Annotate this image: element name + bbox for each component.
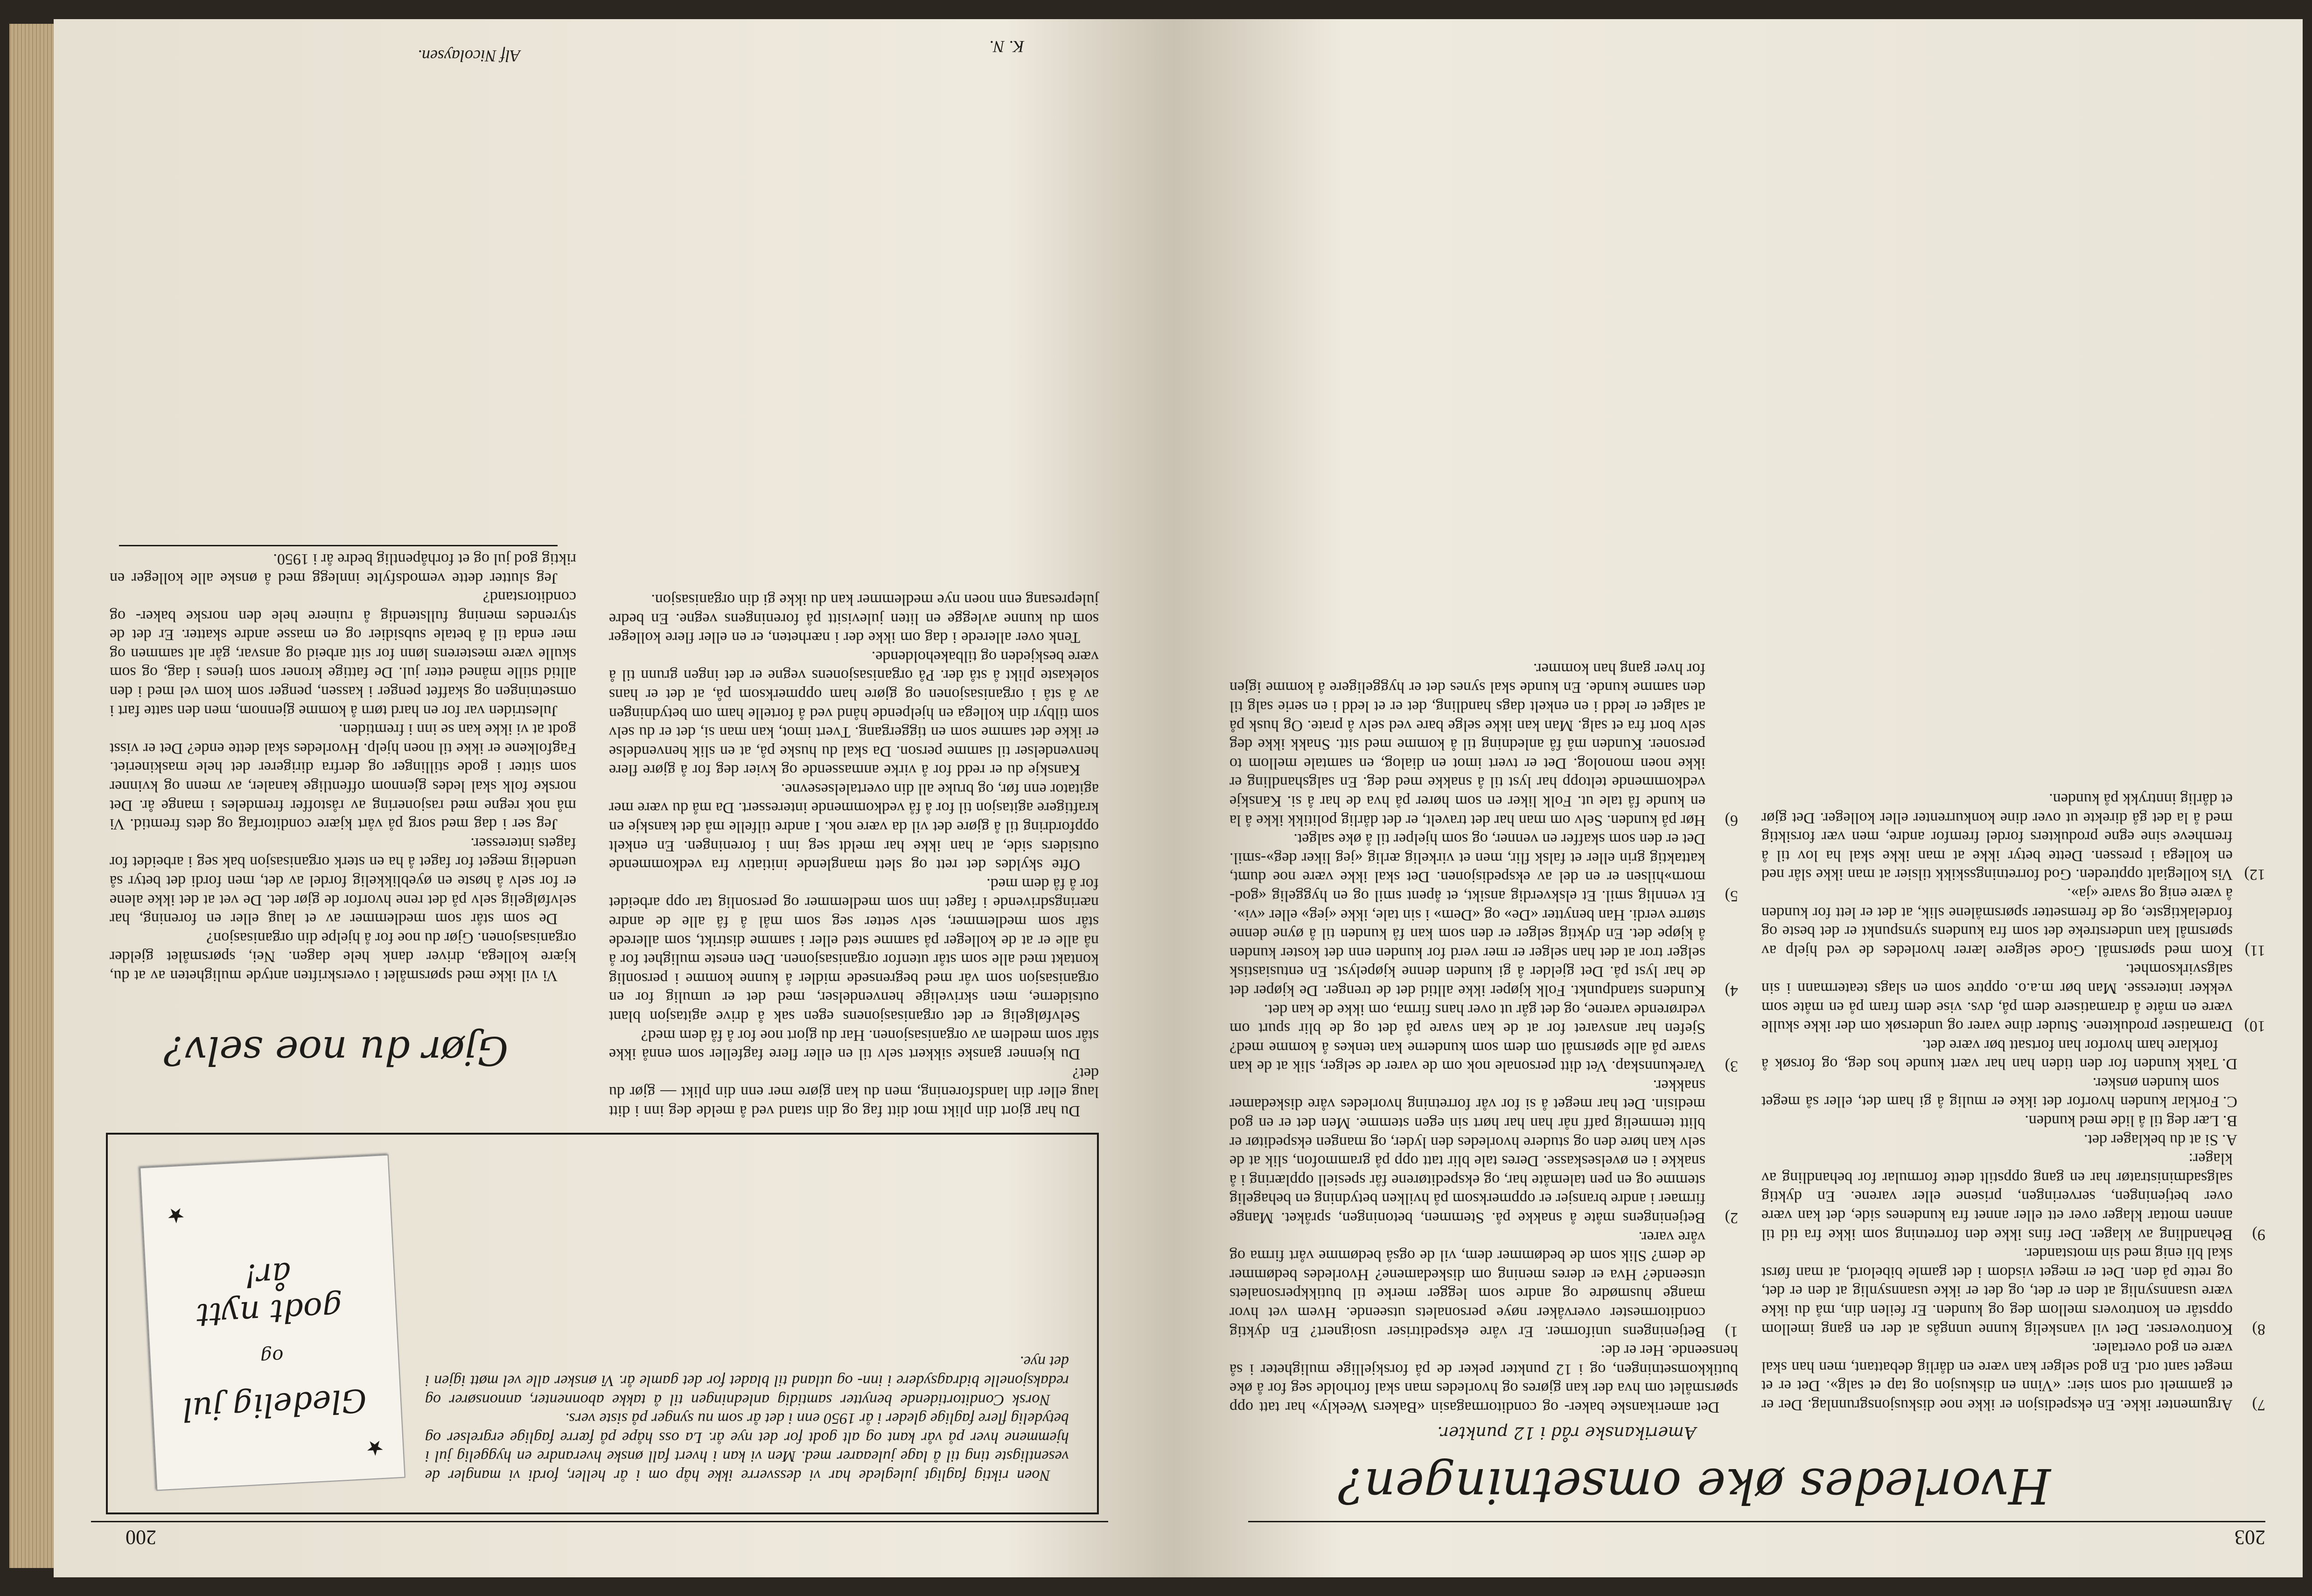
- sub-point-text: Takk kunden for den tiden han har vært kunde hos deg, og forsøk å forklare ham hvorfor han fortsatt bør være det.: [1761, 1036, 2218, 1073]
- top-rule-200: [91, 1521, 1108, 1522]
- notice-text: [425, 1352, 1069, 1484]
- sub-point-text: Forklar kunden hvorfor det ikke er mulig å gi ham det, eller så meget som kunden ønsker.: [1761, 1074, 2219, 1111]
- list-text: Et vennlig smil. Et elskverdig ansikt, et åpent smil og en hyggelig «god-morn»hilsen er en del av ekspedisjonen. Det skal ikke være noe dumt, kattaktig grin eller et falsk flir, men et virkelig ærlig «jeg liker deg»-smil. Det er den som skaffer en venner, og som hjelper til å øke salget.: [1229, 830, 1705, 905]
- kn-paragraphs: [609, 590, 1099, 1120]
- section-rule: [119, 545, 558, 546]
- top-rule: [1248, 1521, 2265, 1522]
- article-title: Hvorledes øke omsetningen?: [1338, 1457, 2051, 1514]
- page-203: [1173, 19, 2303, 1577]
- list-number: 12): [2244, 866, 2265, 884]
- list-item: [1761, 1244, 2265, 1338]
- paragraph: Du har gjort din plikt mot ditt fag og din stand ved å melde deg inn i ditt laug eller din landsforening, men du kan gjøre mer enn din plikt — gjør du det?: [609, 1064, 1099, 1120]
- list-item: [1229, 659, 1738, 829]
- list-number: 4): [1725, 982, 1738, 999]
- section-title: Gjør du noe selv?: [163, 1028, 509, 1073]
- alf-paragraphs: [110, 549, 576, 985]
- card-greeting-2: og: [259, 1345, 284, 1368]
- list-number: 1): [1725, 1323, 1738, 1340]
- card-greeting-3: godt nytt år!: [195, 1254, 344, 1334]
- list-text: Dramatiser produktene. Studer dine varer og undersøk om der ikke skulle være en måte å dramatisere dem på, dvs. vise dem fram på en måte som vekker interesse. Man bør m.a.o. opptre som en slags teatermann i sin salgsvirksomhet.: [1761, 961, 2233, 1035]
- list-text: Behandling av klager. Der fins ikke den forretning som ikke fra tid til annen mottar klager over ett eller annet fra kundenes side, det kan være over betjeningen, serveringen, prisene eller varene. En dyktig salgsadministratør har en gang oppstilt dette formular for behandling av klager:: [1761, 1150, 2233, 1243]
- article-subtitle: Amerikanske råd i 12 punkter.: [1437, 1423, 1696, 1442]
- sub-point: [1761, 1130, 2237, 1149]
- page-number-200: 200: [126, 1526, 156, 1549]
- sub-point-letter: C.: [2222, 1093, 2237, 1111]
- list-number: 8): [2252, 1320, 2265, 1338]
- paragraph: Jeg slutter dette vemodsfylte innlegg med å ønske alle kolleger en riktig god jul og et forhåpentlig bedre år i 1950.: [110, 550, 576, 587]
- list-item: [1229, 905, 1738, 1000]
- list-text: Varekunnskap. Vet ditt personale nok om de varer de selger, slik at de kan svare på alle spørsmål om dem som kunderne kan tenkes å komme med? Sjefen har ansvaret for at de kan svare på det og de blir spurt om vedrørende varene, og det går ut over hans firma, om ikke de kan det.: [1229, 1001, 1705, 1075]
- signature-alf: Alf Nicolaysen.: [418, 47, 520, 65]
- star-icon-2: ★: [166, 1203, 186, 1227]
- christmas-notice-box: [106, 1133, 1099, 1514]
- list-item: [1761, 1338, 2265, 1414]
- paragraph: Julestriden var for en hard tørn å komme gjennom, men den satte fart i omsetningen og skaffet penger i kassen, penger som kom vel med i den alltid stille måned etter jul. De fattige kroner som tjenes i dag, og som skulle være mesterens lønn for sitt arbeid og ansvar, går alt sammen og mer enda til å betale subsidier og en masse andre skatter. Er det de styrendes mening fullstendig å ruinere hele den norske baker- og conditorstand?: [110, 588, 576, 719]
- sub-point-letter: B.: [2222, 1112, 2237, 1130]
- list-item: [1761, 884, 2265, 959]
- list-item: [1761, 960, 2265, 1035]
- notice-paragraph-1: Noen riktig fagligt julegledе har vi dessverre ikke håp om i år heller, fordi vi mangler de vesentligste ting til å lage juleaarer med. Men vi kan i hvert fall ønske hverandre en hyggelig jul i hjemmene hver på vår kant og alt godt for det nye år. La oss håpe på færre faglige ergrelser og betydelig flere faglige gleder i år 1950 enn i det år som nu synger på siste vers.: [425, 1410, 1069, 1484]
- list-text: Kontroverser. Det vil vanskelig kunne unngås at der en gang imellom oppstår en kontrovers mellom deg og kunden. Er feilen din, må du ikke være usannsynlig at den er det, og det er ikke usannsynlig at den er det, og rette på den. Det er meget visdom i det gamle bibelord, at man først skal bli enig med sin motstander.: [1761, 1245, 2233, 1338]
- list-number: 10): [2244, 1018, 2265, 1035]
- intro-paragraph: Det amerikanske baker- og conditormagasin «Bakers Weekly» har tatt opp spørsmålet om hva der kan gjøres og hvorledes man skal forholde seg for å øke butikkomsetningen, og i 12 punkter peker de på forskjellige muligheter i så henseende. Her er de:: [1229, 1342, 1738, 1416]
- list-number: 6): [1725, 811, 1738, 829]
- sub-point-text: Si at du beklager det.: [2083, 1131, 2218, 1149]
- christmas-card: [140, 1155, 405, 1491]
- sub-point-letter: A.: [2221, 1131, 2237, 1149]
- list-item: [1229, 1000, 1738, 1075]
- card-greeting-1: Gledelig jul: [181, 1381, 368, 1428]
- list-number: 2): [1725, 1209, 1738, 1227]
- page-200: [54, 19, 1173, 1577]
- list-text: Betjeningens måte å snakke på. Stemmen, betoningen, språket. Mange firmaer i andre bransjer er oppmerksom på hvilken betydning en behagelig stemme og en pen talemåte har, og ekspeditørene får spesiell opplæring i å snakke i en øvelseskasse. Deres tale blir tatt opp på grammofon, slik at de selv kan høre den og studere hvorledes den lyder, og mangen ekspeditør er blitt temmelig paff når han har hørt sin egen stemme. Men det er en god medisin. Det har meget å si for vår forretning hvorledes våre diskedamer snakker.: [1229, 1076, 1705, 1227]
- paragraph: Vi vil ikke med spørsmålet i overskriften antyde muligheten av at du, kjære kollega, driver dank hele dagen. Nei, spørsmålet gjelder organisasjonen. Gjør du noe for å hjelpe din organisasjon?: [110, 929, 576, 984]
- notice-paragraph-2: Norsk Conditortidende benytter samtidig anledningen til å takke abonnenter, annonsører og redaksjonelle bidragsydere i inn- og utland til bladet for det gamle år. Vi ønsker alle vel møtt igjen i det nye.: [425, 1353, 1069, 1408]
- list-item: [1229, 1227, 1738, 1341]
- list-item: [1761, 1149, 2265, 1244]
- list-text: Betjeningens uniformer. Er våre ekspeditriser usoignert? En dyktig conditormester overvåker nøye personalets utseende. Hvem vet hvor mange husmødre og andre som legger merke til butikkpersonalets utseende? Hva er deres mening om diskedamene? Hvorledes bedømmer de dem? Slik som de bedømmer dem, vil de også bedømme vårt firma og våre varer.: [1229, 1228, 1705, 1340]
- list-item: [1761, 789, 2265, 884]
- paragraph: Tenk over allerede i dag om ikke der i nærheten, er en eller flere kolleger som du kunne avlegge en liten julevisitt på foreningens vegne. En bedre julepresang enn noen nye medlemmer kan du ikke gi din organisasjon.: [609, 591, 1099, 647]
- list-text: Argumenter ikke. En ekspedisjon er ikke noe diskusjonsgrunnlag. Der er et gammelt ord som sier: «Vinn en diskusjon og tap et salg». Det er et meget sant ord. En god selger kan være en dårlig debattant, men han skal være en god overtaler.: [1761, 1339, 2233, 1414]
- points-list-b: [1761, 789, 2265, 1414]
- points-list-a: [1229, 659, 1738, 1340]
- column-right: [1229, 659, 1738, 1416]
- list-number: 9): [2252, 1226, 2265, 1243]
- paragraph: Jeg ser i dag med sorg på vårt kjære conditorfag og dets fremtid. Vi må nok regne med rasjonering av råstoffer fremdeles i mange år. Det norske folk skal ledes gjennom offentlige kanaler, av menn og kvinner som sitter i gode stillinger og derfra dirigerer det hele maskineriet. Fagfolkene er ikke til noen hjelp. Hvorledes skal dette ende? Det er visst godt at vi ikke kan se inn i fremtiden.: [110, 721, 576, 833]
- sub-point: [1761, 1073, 2237, 1111]
- list-text: Hør på kunden. Selv om man har det travelt, er det dårlig politikk ikke å la en kunde få tale ut. Folk liker en som hører på hva de har å si. Kanskje vedkommende teltopp har lyst til å snakke med deg. En salgshandling er ikke noen monolog. Det er tvert imot en dialog, en samtale mellom to personer. Kunden må få anledning til å komme med sitt. Snakk ikke deg selv bort fra et salg. Man kan ikke selge bare ved selv å prate. Og husk på at salget er ledd i en enkelt dags handling, det er et ledd i en serie salg til den samme kunde. En kunde skal synes det er hyggeligere å komme igjen for hver gang han kommer.: [1229, 660, 1705, 829]
- paragraph: Selvfølgelig er det organisasjonens egen sak å drive agitasjon blant outsiderne, men skrivelige henvendelser, med det er umulig for en organisasjon som vår med begrensede midler å kunne komme i personlig kontakt med alle som står utenfor organisasjonen. Den eneste mulighet for å nå alle er at de kolleger på samme sted eller i samme distrikt, som allerede står som medlemmer, selv setter seg som mål å få alle de andre næringsdrivende i faget inn som medlemmer og personlig tar opp arbeidet for å få dem med.: [609, 875, 1099, 1025]
- sub-point: [1761, 1035, 2237, 1073]
- list-item: [1229, 1075, 1738, 1227]
- sub-point: [1761, 1111, 2237, 1130]
- list-number: 11): [2244, 941, 2265, 959]
- list-text: Kom med spørsmål. Gode selgere lærer hvorledes de ved hjelp av spørsmål kan understreke det som fra kundens synspunkt er det beste og fordelaktigste, og de fremsetter spørsmålene slik, at det er lett for kunden å være enig og svare «ja».: [1761, 885, 2233, 959]
- list-number: 7): [2252, 1396, 2265, 1414]
- sub-point-text: Lær deg til å lide med kunden.: [2025, 1112, 2219, 1130]
- paragraph: Kanskje du er redd for å virke anmassende og kvier deg for å gjøre flere henvendelser til samme person. Da skal du huske på, at en slik henvendelse er ikke det samme som en tiggergang. Tvert imot, kan man si, det er du selv som tilbyr din kollega en hjelpende hånd ved å fortelle ham om betydningen av å stå i organisasjonen og gjøre ham oppmerksom på, at det er hans solekaste plikt å stå der. På organisasjonens vegne er det ingen grunn til å være beskjeden og tilbakeholdende.: [609, 648, 1099, 779]
- list-number: 3): [1725, 1058, 1738, 1075]
- column-kn: [609, 590, 1099, 1120]
- page-number: 203: [2235, 1526, 2265, 1549]
- page-edges: [9, 24, 54, 1568]
- column-left: [1761, 789, 2265, 1498]
- signature-kn: K. N.: [989, 37, 1024, 56]
- list-text: Vis kollegialt opptreden. God forretningsskikk tilsier at man ikke slår ned en kollega i pressen. Dette betyr ikke at man ikke skal ha lov til å fremheve sine egne produkters fordel fremfor andre, men vær forsiktig med å la det gå direkte ut over dine konkurrenter eller kolleger. Det gjør et dårlig inntrykk på kunden.: [1761, 790, 2233, 884]
- paragraph: Du kjenner ganske sikkert selv til en eller flere fagfeller som ennå ikke står som medlem av organisasjonen. Har du gjort noe for å få dem med?: [609, 1026, 1099, 1063]
- list-text: Kundens standpunkt. Folk kjøper ikke alltid det de trenger. De kjøper det de har lyst på. Det gjelder å gi kunden denne kjøpelyst. En entusiastisk selger tror at det han selger er mer verd for kunden enn det koster kunden å kjøpe det. En dyktig selger er den som kan få kunden til å øyne denne større verdi. Han benytter «De» og «Dem» i sin tale, ikke «jeg» eller «vi».: [1229, 906, 1705, 999]
- paragraph: Ofte skyldes det rett og slett manglende initiativ fra vedkommende outsiders side, at han ikke har meldt seg inn i foreningen. En enkelt oppfordring til å gjøre det vil da være nok. I andre tilfelle må det kanskje en kraftigere agitasjon til for å få vedkommende interessert. Da må du være mer agitator enn før, og bruke all din overtalelsesevne.: [609, 780, 1099, 874]
- column-alf: [110, 549, 576, 985]
- paragraph: De som står som medlemmer av et laug eller en forening, har selvfølgelig selv på det rene hvorfor de gjør det. De vet at det ikke alene er for selv å høste en øyeblikkelig fordel av det, men fordi det betyr så uendelig meget for faget å ha en sterk organisasjon bak seg i arbeidet for fagets interesser.: [110, 834, 576, 928]
- list-number: 5): [1725, 887, 1738, 905]
- star-icon: ★: [365, 1436, 385, 1460]
- list-item: [1229, 829, 1738, 905]
- sub-point-letter: D.: [2221, 1055, 2237, 1073]
